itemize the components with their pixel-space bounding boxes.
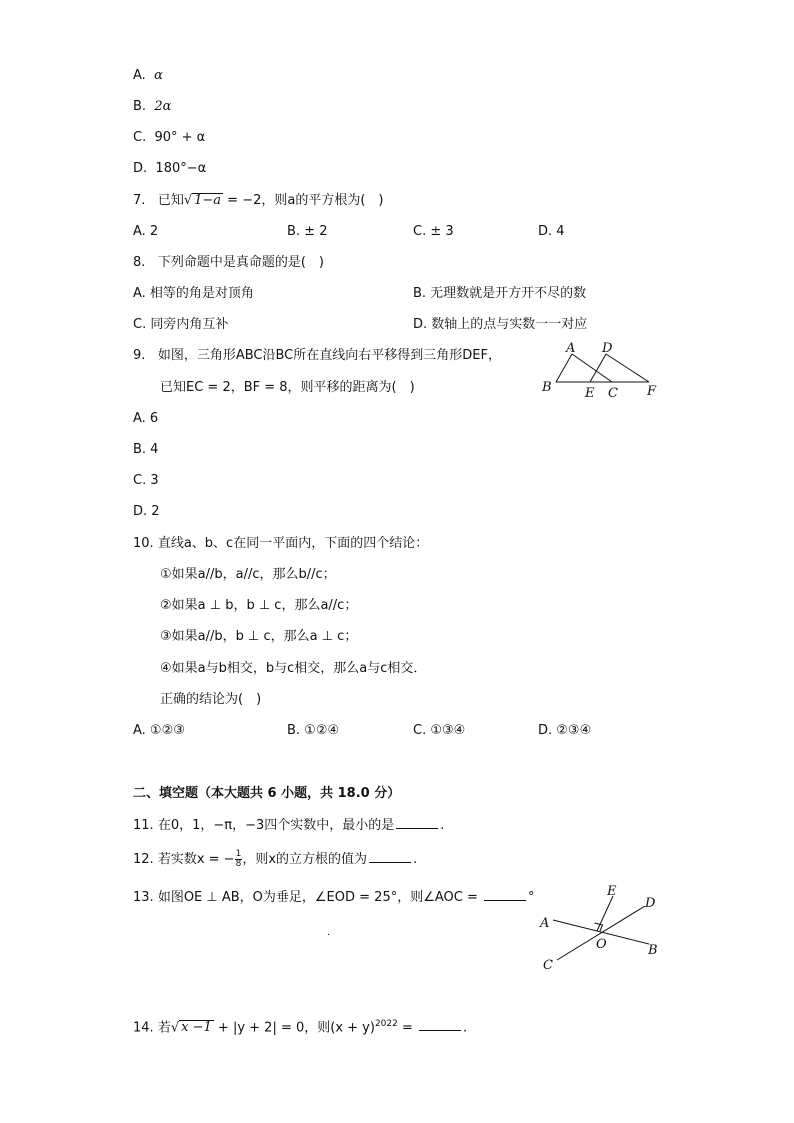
- sqrt-sign: √: [170, 1020, 180, 1036]
- q7-stem: 7. 已知√ 1−a = −2，则a的平方根为( ): [133, 193, 384, 208]
- q9-stem-line1: 9. 如图，三角形ABC沿BC所在直线向右平移得到三角形DEF，: [133, 348, 501, 363]
- q11-answer-blank[interactable]: [396, 816, 438, 829]
- q14-stem: 14. 若√ x −1 + |y + 2| = 0，则$(x + y)^{2022}$ = .: [133, 1019, 468, 1036]
- q9-translation-figure: [535, 340, 665, 402]
- q6-option-c: C. 90° + α: [133, 130, 206, 145]
- q13-perpendicular-figure: [535, 880, 665, 975]
- q13-stray-dot: .: [327, 927, 331, 938]
- q6-option-d: D. 180°−α: [133, 161, 207, 176]
- q9-option-d: D. 2: [133, 504, 160, 519]
- q9-option-b: B. 4: [133, 442, 159, 457]
- q8-option-b: B. 无理数就是开方开不尽的数: [413, 286, 587, 301]
- q7-option-d: D. 4: [538, 224, 565, 239]
- q9-option-a: A. 6: [133, 411, 159, 426]
- q14-answer-blank[interactable]: [419, 1018, 461, 1031]
- q12-fraction: $\frac{1}{8}$: [235, 849, 242, 869]
- q6-option-a: A. α: [133, 68, 163, 83]
- q9-stem-line2: 已知EC = 2，BF = 8，则平移的距离为( ): [160, 380, 415, 395]
- q8-option-a: A. 相等的角是对顶角: [133, 286, 254, 301]
- q13-label-a: A: [540, 916, 550, 931]
- q9-label-d: D: [602, 341, 613, 356]
- q10-statement-3: ③如果a//b，b ⊥ c，那么a ⊥ c；: [160, 629, 358, 644]
- q8-option-d: D. 数轴上的点与实数一一对应: [413, 317, 588, 332]
- sqrt-sign: √: [183, 193, 193, 208]
- q9-label-e: E: [585, 386, 595, 401]
- q8-option-c: C. 同旁内角互补: [133, 317, 229, 332]
- q13-label-c: C: [543, 958, 553, 973]
- q13-label-b: B: [648, 943, 658, 958]
- q10-statement-1: ①如果a//b，a//c，那么b//c；: [160, 567, 336, 582]
- q13-stem: 13. 如图OE ⊥ AB，O为垂足，∠EOD = 25°，则∠AOC = °: [133, 890, 535, 905]
- q10-stem: 10. 直线a、b、c在同一平面内，下面的四个结论：: [133, 536, 429, 551]
- q13-label-o: O: [596, 937, 607, 952]
- q10-option-c: C. ①③④: [413, 723, 466, 738]
- q9-label-a: A: [566, 341, 576, 356]
- q9-label-b: B: [542, 380, 552, 395]
- q10-question: 正确的结论为( ): [160, 692, 262, 707]
- q9-label-f: F: [647, 384, 657, 399]
- q12-stem: 12. 若实数x = − $\frac{1}{8}$ ，则x的立方根的值为 .: [133, 849, 418, 869]
- q8-stem: 8. 下列命题中是真命题的是( ): [133, 255, 324, 270]
- q9-option-c: C. 3: [133, 473, 159, 488]
- q6-option-b: B. 2α: [133, 99, 172, 114]
- q13-label-d: D: [645, 896, 656, 911]
- q7-option-c: C. ± 3: [413, 224, 454, 239]
- q7-option-b: B. ± 2: [287, 224, 328, 239]
- q10-statement-4: ④如果a与b相交，b与c相交，那么a与c相交．: [160, 661, 427, 676]
- q13-label-e: E: [607, 884, 617, 899]
- q10-option-a: A. ①②③: [133, 723, 185, 738]
- q10-statement-2: ②如果a ⊥ b，b ⊥ c，那么a//c；: [160, 598, 358, 613]
- q10-option-b: B. ①②④: [287, 723, 340, 738]
- q7-option-a: A. 2: [133, 224, 159, 239]
- section-heading-fill-in: 二、填空题（本大题共 6 小题，共 18.0 分）: [133, 786, 401, 801]
- q11-stem: 11. 在0，1，−π，−3四个实数中，最小的是 .: [133, 818, 445, 833]
- q9-label-c: C: [608, 386, 618, 401]
- q13-answer-blank[interactable]: [484, 888, 526, 901]
- q12-answer-blank[interactable]: [369, 850, 411, 863]
- q10-option-d: D. ②③④: [538, 723, 592, 738]
